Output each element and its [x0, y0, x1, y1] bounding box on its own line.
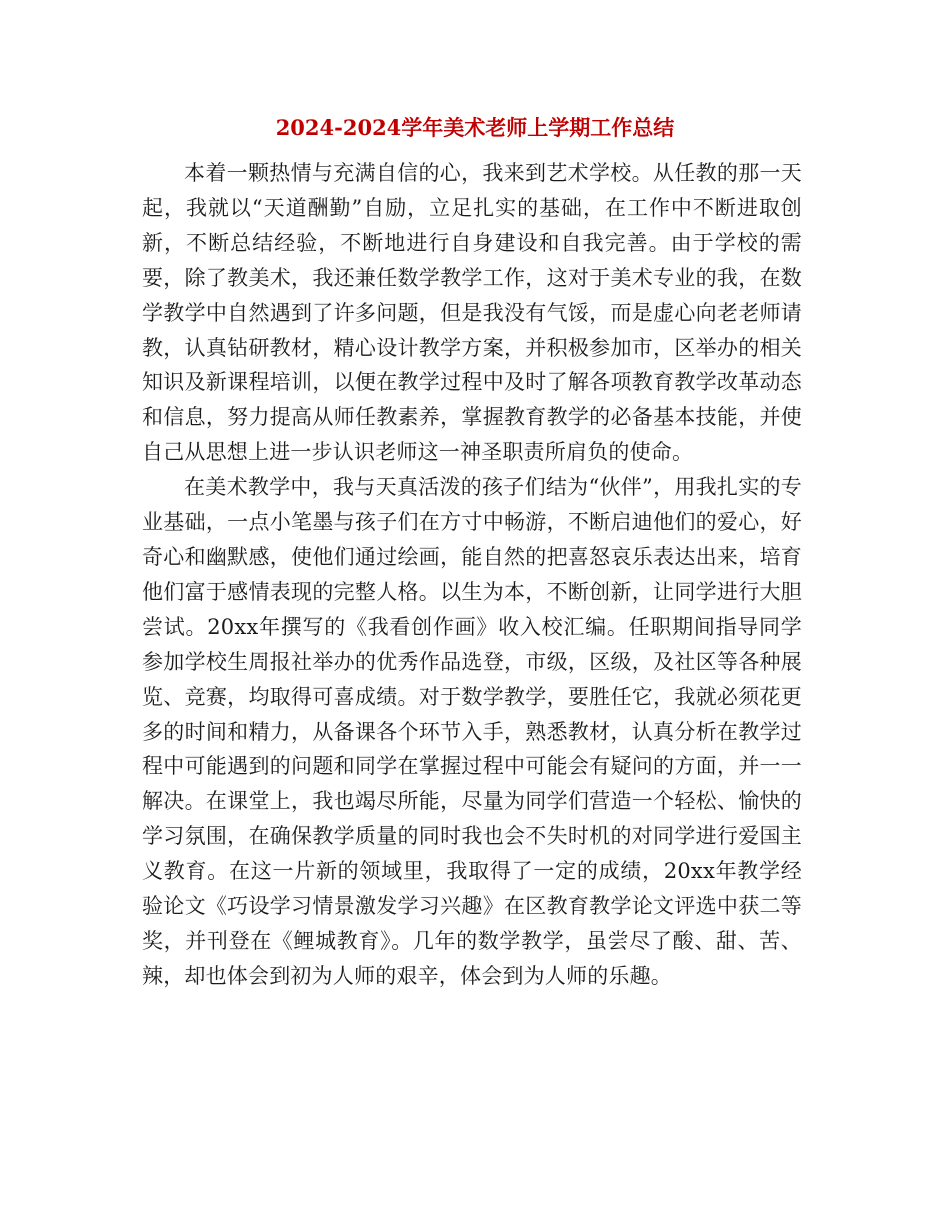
document-title: 2024-2024学年美术老师上学期工作总结: [275, 115, 675, 140]
paragraph-1: 本着一颗热情与充满自信的心，我来到艺术学校。从任教的那一天起，我就以“天道酬勤”自励，立足扎实的基础，在工作中不断进取创新，不断总结经验，不断地进行自身建设和自我完善。由于学校的需要，除了教美术，我还兼任数学教学工作，这对于美术专业的我，在数学教学中自然遇到了许多问题，但是我没有气馁，而是虚心向老老师请教，认真钻研教材，精心设计教学方案，并积极参加市，区举办的相关知识及新课程培训，以便在教学过程中及时了解各项教育教学改革动态和信息，努力提高从师任教素养，掌握教育教学的必备基本技能，并使自己从思想上进一步认识老师这一神圣职责所肩负的使命。: [142, 161, 802, 465]
document-body: [142, 156, 802, 994]
paragraph-2: 在美术教学中，我与天真活泼的孩子们结为“伙伴”，用我扎实的专业基础，一点小笔墨与孩子们在方寸中畅游，不断启迪他们的爱心，好奇心和幽默感，使他们通过绘画，能自然的把喜怒哀乐表达出来，培育他们富于感情表现的完整人格。以生为本，不断创新，让同学进行大胆尝试。20xx年撰写的《我看创作画》收入校汇编。任职期间指导同学参加学校生周报社举办的优秀作品选登，市级，区级，及社区等各种展览、竞赛，均取得可喜成绩。对于数学教学，要胜任它，我就必须花更多的时间和精力，从备课各个环节入手，熟悉教材，认真分析在教学过程中可能遇到的问题和同学在掌握过程中可能会有疑问的方面，并一一解决。在课堂上，我也竭尽所能，尽量为同学们营造一个轻松、愉快的学习氛围，在确保教学质量的同时我也会不失时机的对同学进行爱国主义教育。在这一片新的领域里，我取得了一定的成绩，20xx年教学经验论文《巧设学习情景激发学习兴趣》在区教育教学论文评选中获二等奖，并刊登在《鲤城教育》。几年的数学教学，虽尝尽了酸、甜、苦、辣，却也体会到初为人师的艰辛，体会到为人师的乐趣。: [142, 475, 802, 988]
